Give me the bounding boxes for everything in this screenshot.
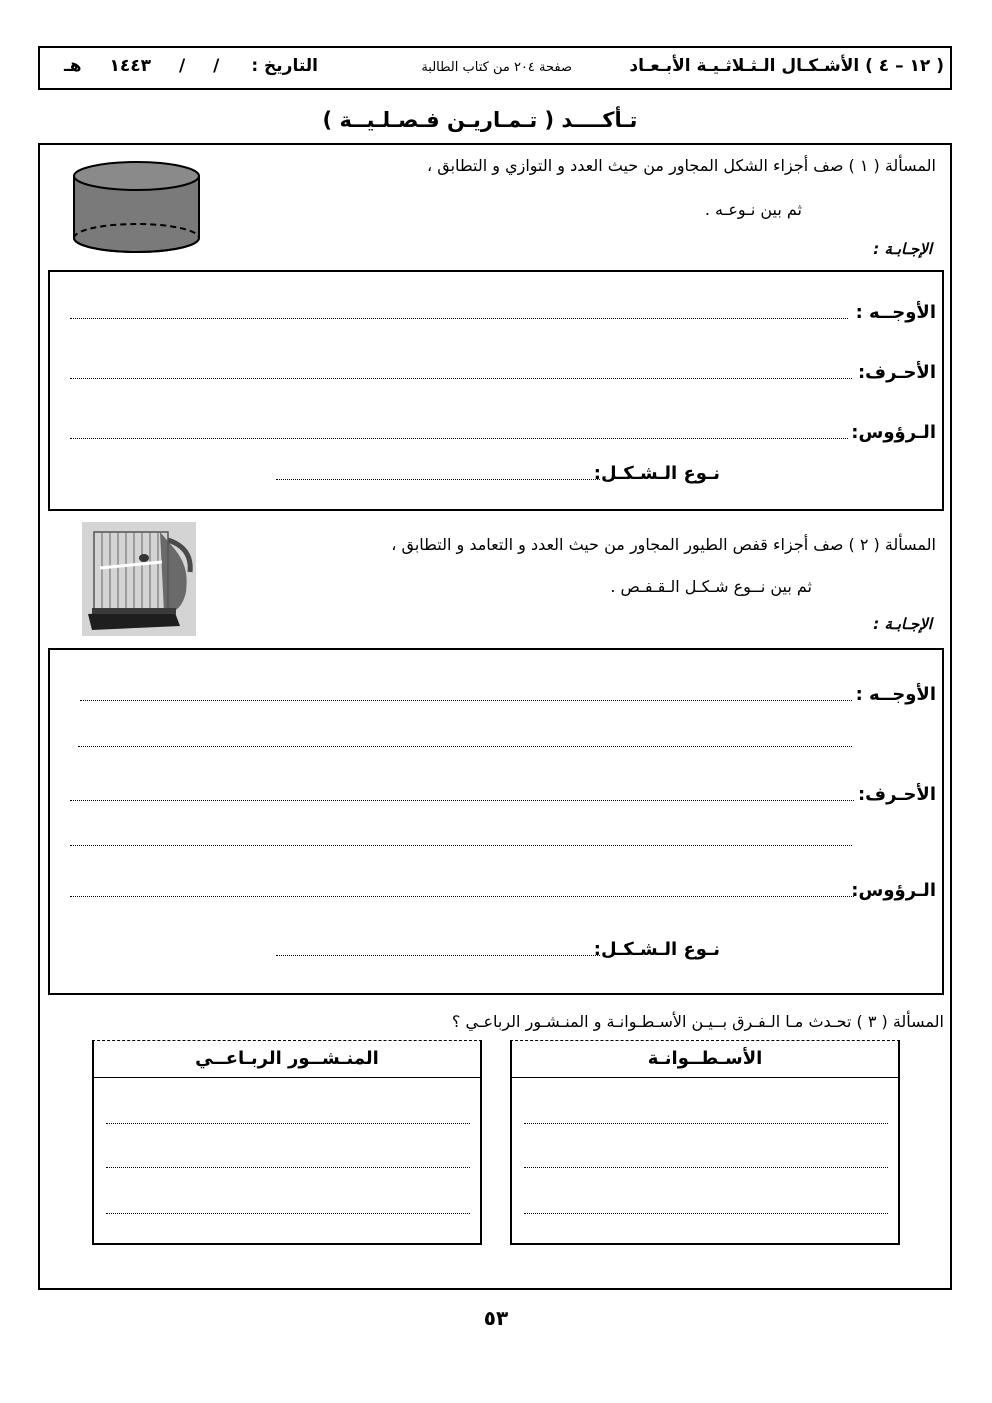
problem2-type-label: نـوع الـشـكـل: xyxy=(593,939,720,960)
problem1-vertices-label: الـرؤوس: xyxy=(851,422,936,443)
date-label: التاريخ : xyxy=(251,56,318,76)
problem1-vertices-line[interactable] xyxy=(70,438,848,439)
page-number: ٥٣ xyxy=(483,1306,509,1330)
lesson-title: ( ١٢ – ٤ ) الأشـكـال الـثـلاثـيـة الأبـعـاد xyxy=(629,56,944,76)
problem2-faces-line2[interactable] xyxy=(78,746,852,747)
problem2-type-line[interactable] xyxy=(276,955,600,956)
problem1-faces-line[interactable] xyxy=(70,318,848,319)
problem1-type-line[interactable] xyxy=(276,479,600,480)
problem2-edges-line2[interactable] xyxy=(70,845,852,846)
page-reference: صفحة ٢٠٤ من كتاب الطالبة xyxy=(421,60,572,75)
cylinder-column-box xyxy=(510,1040,900,1245)
problem2-faces-label: الأوجــه : xyxy=(855,684,936,705)
problem2-faces-line1[interactable] xyxy=(80,700,852,701)
cylinder-line1[interactable] xyxy=(524,1123,888,1124)
date-value: / / ١٤٤٣ هـ xyxy=(64,56,220,76)
problem1-type-label: نـوع الـشـكـل: xyxy=(593,463,720,484)
cylinder-figure xyxy=(70,158,205,258)
problem2-vertices-line[interactable] xyxy=(70,896,854,897)
problem1-answer-label: الإجـابـة : xyxy=(873,240,932,258)
problem2-edges-line1[interactable] xyxy=(70,800,854,801)
problem1-edges-label: الأحـرف: xyxy=(857,362,936,383)
prism-column-header: المنـشــور الربـاعــي xyxy=(94,1041,480,1078)
page-title: تـأكــــد ( تـمـاريـن فـصـلـيــة ) xyxy=(322,108,638,132)
problem2-prompt-line2: ثم بين نــوع شـكـل الـقـفـص . xyxy=(610,577,812,596)
bird-cage-photo xyxy=(82,522,196,636)
problem2-prompt-line1: المسألة ( ٢ ) صف أجزاء قفص الطيور المجاور من حيث العدد و التعامد و التطابق ، xyxy=(391,535,936,554)
cylinder-column-header: الأسـطــوانـة xyxy=(512,1041,898,1078)
prism-line2[interactable] xyxy=(106,1167,470,1168)
problem1-prompt-line1: المسألة ( ١ ) صف أجزاء الشكل المجاور من حيث العدد و التوازي و التطابق ، xyxy=(426,156,936,175)
prism-line1[interactable] xyxy=(106,1123,470,1124)
cylinder-line2[interactable] xyxy=(524,1167,888,1168)
problem1-prompt-line2: ثم بين نـوعـه . xyxy=(704,200,802,219)
cylinder-line3[interactable] xyxy=(524,1213,888,1214)
prism-line3[interactable] xyxy=(106,1213,470,1214)
problem2-answer-label: الإجـابـة : xyxy=(873,615,932,633)
problem1-faces-label: الأوجــه : xyxy=(855,302,936,323)
problem2-vertices-label: الـرؤوس: xyxy=(851,880,936,901)
prism-column-box xyxy=(92,1040,482,1245)
problem1-edges-line[interactable] xyxy=(70,378,852,379)
problem1-answer-box xyxy=(48,270,944,511)
problem3-prompt: المسألة ( ٣ ) تحـدث مـا الـفـرق بــيـن الأسـطـوانـة و المنـشـور الرباعـي ؟ xyxy=(451,1012,944,1031)
problem2-edges-label: الأحـرف: xyxy=(857,784,936,805)
